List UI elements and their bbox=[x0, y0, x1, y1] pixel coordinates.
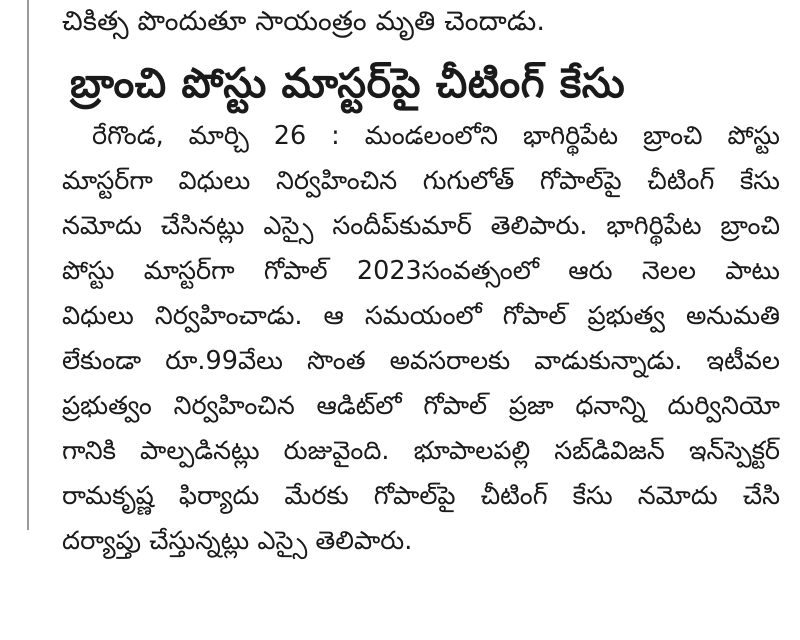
article-line: లేకుండా రూ.99వేలు సొంత అవసరాలకు వాడుకున్నాడు. ఇటీవల bbox=[62, 346, 780, 376]
column-divider bbox=[27, 0, 29, 530]
previous-article-last-line: చికిత్స పొందుతూ సాయంత్రం మృతి చెందాడు. bbox=[62, 6, 546, 37]
article-line: రేగొండ, మార్చి 26 : మండలంలోని భాగిర్థిపేట బ్రాంచి పోస్టు bbox=[92, 121, 780, 151]
article-line: నమోదు చేసినట్లు ఎస్సై సందీప్‌కుమార్ తెలిపారు. భాగిర్థిపేట బ్రాంచి bbox=[62, 211, 780, 241]
article-line: దర్యాప్తు చేస్తున్నట్లు ఎస్సై తెలిపారు. bbox=[62, 526, 413, 556]
article-line: మాస్టర్‌గా విధులు నిర్వహించిన గుగులోత్ గోపాల్‌పై చీటింగ్ కేసు bbox=[62, 166, 780, 196]
article-body bbox=[62, 114, 780, 564]
article-line: గానికి పాల్పడినట్లు రుజువైంది. భూపాలపల్లి సబ్‌డివిజన్ ఇన్‌స్పెక్టర్ bbox=[62, 436, 780, 466]
article-headline: బ్రాంచి పోస్టు మాస్టర్‌పై చీటింగ్ కేసు bbox=[70, 59, 626, 107]
article-line: పోస్టు మాస్టర్‌గా గోపాల్ 2023సంవత్సంలో ఆరు నెలల పాటు bbox=[62, 256, 780, 286]
article-line: రామకృష్ణ ఫిర్యాదు మేరకు గోపాల్‌పై చీటింగ్ కేసు నమోదు చేసి bbox=[62, 481, 780, 511]
article-line: విధులు నిర్వహించాడు. ఆ సమయంలో గోపాల్ ప్రభుత్వ అనుమతి bbox=[62, 301, 780, 331]
article-line: ప్రభుత్వం నిర్వహించిన ఆడిట్‌లో గోపాల్ ప్రజా ధనాన్ని దుర్వినియో bbox=[62, 391, 780, 421]
